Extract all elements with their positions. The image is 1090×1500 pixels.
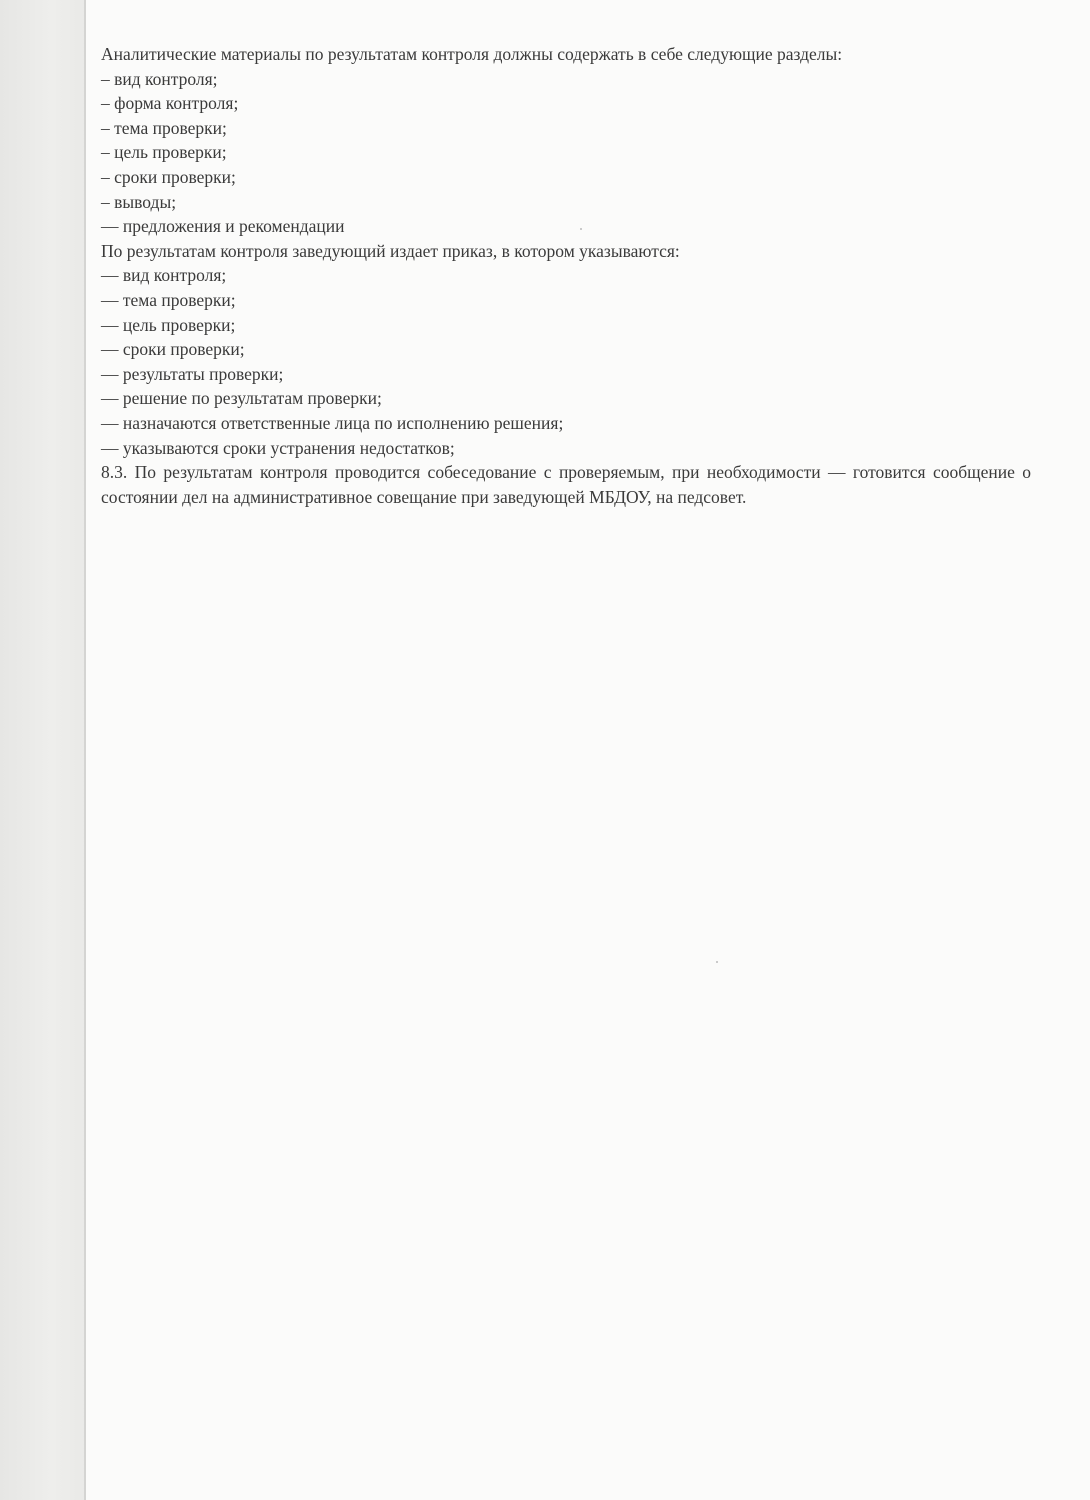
list-item: — сроки проверки; <box>101 339 245 360</box>
list-item: – выводы; <box>101 191 177 212</box>
paragraph-8-3: 8.3. По результатам контроля проводится собеседование с проверяемым, при необходимости — готовится сообщение о состоянии дел на административное совещание при заведующей МБДОУ, на педсовет. <box>101 462 1031 507</box>
list-item: — предложения и рекомендации <box>101 216 345 237</box>
order-intro-line: По результатам контроля заведующий издает приказ, в котором указываются: <box>101 240 680 261</box>
scan-speck <box>580 228 582 230</box>
list-item: — решение по результатам проверки; <box>101 388 382 409</box>
list-item: — назначаются ответственные лица по исполнению решения; <box>101 412 564 433</box>
scan-speck <box>716 961 718 963</box>
list-item: — результаты проверки; <box>101 363 284 384</box>
intro-line: Аналитические материалы по результатам контроля должны содержать в себе следующие разделы: <box>101 44 843 64</box>
list-item: – форма контроля; <box>101 93 239 114</box>
list-item: — тема проверки; <box>101 289 236 310</box>
document-body <box>101 42 1031 509</box>
list-item: — вид контроля; <box>101 265 227 286</box>
list-item: – вид контроля; <box>101 68 218 89</box>
scan-edge <box>0 0 86 1500</box>
list-item: — указываются сроки устранения недостатков; <box>101 437 455 458</box>
list-item: — цель проверки; <box>101 314 236 335</box>
list-item: – тема проверки; <box>101 117 227 138</box>
list-item: – цель проверки; <box>101 142 227 163</box>
list-item: – сроки проверки; <box>101 166 236 187</box>
